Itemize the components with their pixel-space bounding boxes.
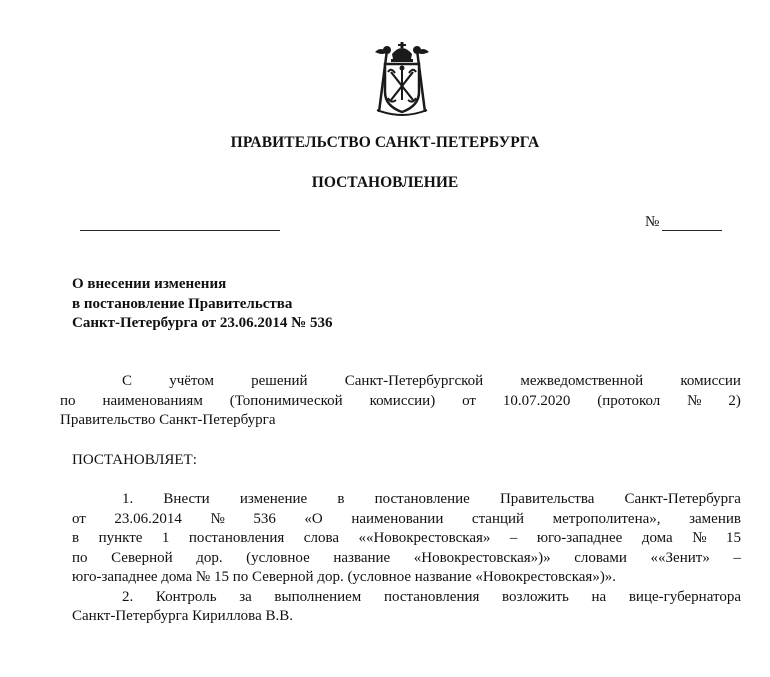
preamble-line: Правительство Санкт-Петербурга bbox=[60, 412, 276, 428]
document-subject bbox=[72, 275, 333, 334]
preamble-line: по наименованиям (Топонимической комиссии) от 10.07.2020 (протокол № 2) bbox=[60, 392, 741, 409]
document-type-title: ПОСТАНОВЛЕНИЕ bbox=[311, 174, 459, 191]
number-sign: № bbox=[645, 214, 660, 230]
subject-line: Санкт-Петербурга от 23.06.2014 № 536 bbox=[72, 315, 333, 331]
number-blank-line bbox=[662, 216, 722, 231]
item-line: 2. Контроль за выполнением постановления возложить на вице-губернатора bbox=[122, 588, 741, 605]
organization-title: ПРАВИТЕЛЬСТВО САНКТ-ПЕТЕРБУРГА bbox=[230, 134, 540, 151]
document-number-field bbox=[645, 214, 722, 231]
item-line: по Северной дор. (условное название «Новокрестовская»)» словами ««Зенит» – bbox=[72, 549, 741, 566]
item-line: юго-западнее дома № 15 по Северной дор. (условное название «Новокрестовская»)». bbox=[72, 569, 617, 585]
item-line: Санкт-Петербурга Кириллова В.В. bbox=[72, 608, 293, 624]
item-line: от 23.06.2014 № 536 «О наименовании станций метрополитена», заменив bbox=[72, 510, 741, 527]
decree-items bbox=[72, 490, 741, 627]
subject-line: О внесении изменения bbox=[72, 276, 227, 292]
preamble-line: С учётом решений Санкт-Петербургской межведомственной комиссии bbox=[122, 373, 741, 389]
coat-of-arms-emblem bbox=[367, 42, 437, 118]
preamble-paragraph bbox=[60, 372, 741, 431]
subject-line: в постановление Правительства bbox=[72, 295, 293, 312]
item-line: в пункте 1 постановления слова ««Новокрестовская» – юго-западнее дома № 15 bbox=[72, 530, 741, 546]
date-blank-line bbox=[80, 230, 280, 231]
item-line: 1. Внести изменение в постановление Правительства Санкт-Петербурга bbox=[122, 491, 741, 507]
decree-word: ПОСТАНОВЛЯЕТ: bbox=[72, 452, 197, 468]
